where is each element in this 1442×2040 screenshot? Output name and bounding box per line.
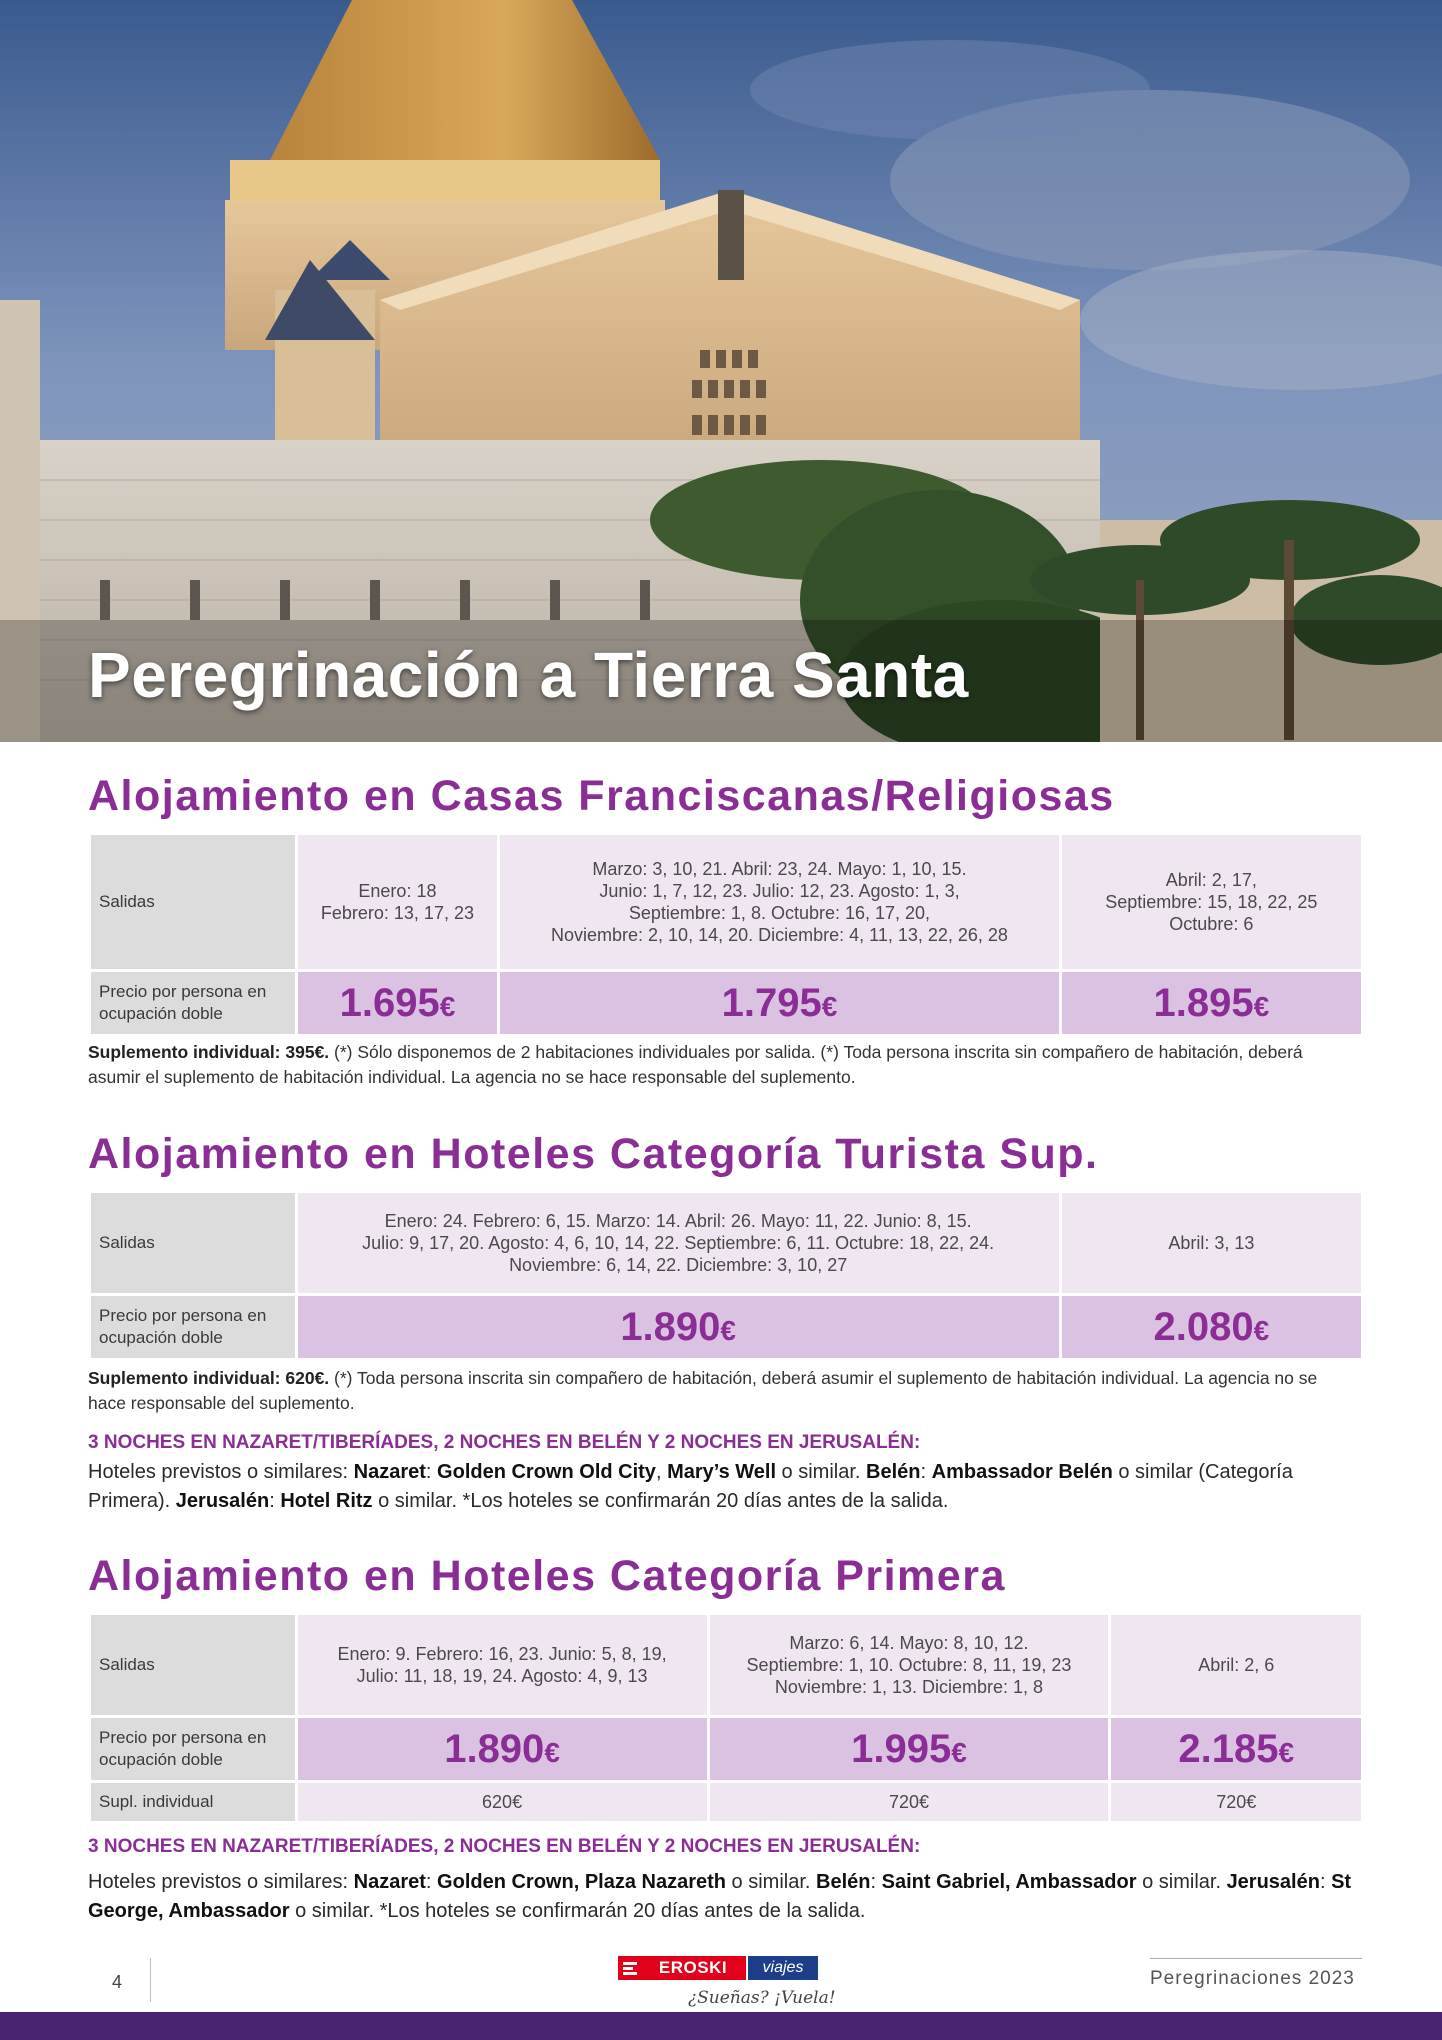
hotels-text: Hoteles previstos o similares:: [88, 1461, 354, 1483]
slogan: ¿Sueñas? ¡Vuela!: [688, 1988, 836, 2008]
price-value: 1.695€: [298, 972, 498, 1034]
hotels-text: ,: [655, 1461, 668, 1483]
hotels-text: :: [425, 1871, 438, 1893]
hotels-heading: 3 NOCHES EN NAZARET/TIBERÍADES, 2 NOCHES EN BELÉN Y 2 NOCHES EN JERUSALÉN:: [88, 1432, 921, 1453]
precio-label: Precio por persona en ocupación doble: [91, 1718, 295, 1780]
hotels-list: [88, 1458, 1368, 1516]
hotels-text: o similar.: [1136, 1871, 1227, 1893]
catalog-brand: Peregrinaciones 2023: [1150, 1968, 1355, 1989]
price-value: 1.895€: [1062, 972, 1361, 1034]
supl-value: 620€: [298, 1783, 707, 1821]
hotel-name: Golden Crown, Plaza Nazareth: [437, 1871, 726, 1893]
eroski-mark-icon: [616, 1954, 640, 1982]
precio-label: Precio por persona en ocupación doble: [91, 972, 295, 1034]
dates-cell: Marzo: 6, 14. Mayo: 8, 10, 12. Septiembre: 1, 10. Octubre: 8, 11, 19, 23 Noviembre: 1, 13. Diciembre: 1, 8: [710, 1615, 1109, 1715]
hotels-text: :: [1319, 1871, 1332, 1893]
hero-image: [0, 0, 1442, 742]
dates-cell: Enero: 18 Febrero: 13, 17, 23: [298, 835, 498, 969]
page-title: Peregrinación a Tierra Santa: [88, 639, 969, 711]
hotel-name: Nazaret: [353, 1461, 426, 1483]
supplement-note: Suplemento individual: 620€. (*) Toda persona inscrita sin compañero de habitación, deberá asumir el suplemento de habitación individual. La agencia no se hace responsable del suplemento.: [88, 1368, 1318, 1413]
price-value: 1.995€: [710, 1718, 1109, 1780]
hotels-text: :: [269, 1490, 281, 1512]
section-title-casas: Alojamiento en Casas Franciscanas/Religiosas: [88, 772, 1115, 820]
price-value: 2.080€: [1062, 1296, 1361, 1358]
hotel-name: St George, Ambassador: [88, 1871, 1352, 1922]
hotel-name: Saint Gabriel, Ambassador: [881, 1871, 1137, 1893]
brand-rule: [1150, 1958, 1362, 1959]
price-table-turista: [88, 1190, 1364, 1361]
salidas-label: Salidas: [91, 1615, 295, 1715]
hotels-text: o similar. *Los hoteles se confirmarán 20 días antes de la salida.: [372, 1490, 949, 1512]
hotels-list: [88, 1868, 1368, 1926]
hotel-name: Jerusalén: [1226, 1871, 1320, 1893]
dates-cell: Enero: 24. Febrero: 6, 15. Marzo: 14. Abril: 26. Mayo: 11, 22. Junio: 8, 15. Julio: 9, 17, 20. Agosto: 4, 6, 10, 14, 22. Septiembre: 6, 11. Octubre: 18, 22, 24. Noviembre: 6, 14, 22. Diciembre: 3, 10, 27: [298, 1193, 1059, 1293]
supplement-note: Suplemento individual: 395€. (*) Sólo disponemos de 2 habitaciones individuales por salida. (*) Toda persona inscrita sin compañero de habitación, deberá asumir el suplemento de habitación individual. La agencia no se hace responsable del suplemento.: [88, 1042, 1303, 1087]
supl-label: Supl. individual: [91, 1783, 295, 1821]
supl-value: 720€: [710, 1783, 1109, 1821]
hotel-name: Hotel Ritz: [280, 1490, 373, 1512]
hotel-name: Jerusalén: [175, 1490, 270, 1512]
hotel-name: Ambassador Belén: [931, 1461, 1113, 1483]
basilica-illustration: [0, 0, 1442, 742]
hotel-name: Nazaret: [353, 1871, 426, 1893]
price-table-primera: [88, 1612, 1364, 1824]
dates-cell: Abril: 2, 17, Septiembre: 15, 18, 22, 25 Octubre: 6: [1062, 835, 1361, 969]
hotel-name: Belén: [816, 1871, 871, 1893]
price-value: 1.890€: [298, 1718, 707, 1780]
dates-cell: Abril: 2, 6: [1111, 1615, 1361, 1715]
hotels-text: o similar.: [776, 1461, 867, 1483]
hotels-text: :: [870, 1871, 882, 1893]
hotel-name: Mary’s Well: [667, 1461, 776, 1483]
price-table-casas: [88, 832, 1364, 1037]
hotels-heading: 3 NOCHES EN NAZARET/TIBERÍADES, 2 NOCHES EN BELÉN Y 2 NOCHES EN JERUSALÉN:: [88, 1836, 921, 1857]
section-title-primera: Alojamiento en Hoteles Categoría Primera: [88, 1552, 1006, 1600]
hotels-text: o similar (Categoría Primera).: [88, 1461, 1293, 1512]
page-number: 4: [112, 1972, 123, 1992]
section-title-turista: Alojamiento en Hoteles Categoría Turista Sup.: [88, 1130, 1099, 1178]
dates-cell: Marzo: 3, 10, 21. Abril: 23, 24. Mayo: 1, 10, 15. Junio: 1, 7, 12, 23. Julio: 12, 23. Agosto: 1, 3, Septiembre: 1, 8. Octubre: 16, 17, 20, Noviembre: 2, 10, 14, 20. Diciembre: 4, 11, 13, 22, 26, 28: [500, 835, 1058, 969]
hotel-name: Golden Crown Old City: [437, 1461, 656, 1483]
supl-value: 720€: [1111, 1783, 1361, 1821]
price-value: 1.890€: [298, 1296, 1059, 1358]
footer-bar: [0, 2012, 1442, 2040]
price-value: 1.795€: [500, 972, 1058, 1034]
hotels-text: o similar.: [726, 1871, 817, 1893]
hotels-text: Hoteles previstos o similares:: [88, 1871, 354, 1893]
hotels-text: :: [920, 1461, 932, 1483]
salidas-label: Salidas: [91, 1193, 295, 1293]
hotels-text: :: [425, 1461, 438, 1483]
hotel-name: Belén: [866, 1461, 921, 1483]
eroski-logo: EROSKI viajes: [616, 1950, 826, 1986]
dates-cell: Abril: 3, 13: [1062, 1193, 1361, 1293]
precio-label: Precio por persona en ocupación doble: [91, 1296, 295, 1358]
price-value: 2.185€: [1111, 1718, 1361, 1780]
dates-cell: Enero: 9. Febrero: 16, 23. Junio: 5, 8, 19, Julio: 11, 18, 19, 24. Agosto: 4, 9, 13: [298, 1615, 707, 1715]
hotels-text: o similar. *Los hoteles se confirmarán 20 días antes de la salida.: [289, 1900, 866, 1922]
footer-separator: [150, 1958, 151, 2002]
salidas-label: Salidas: [91, 835, 295, 969]
